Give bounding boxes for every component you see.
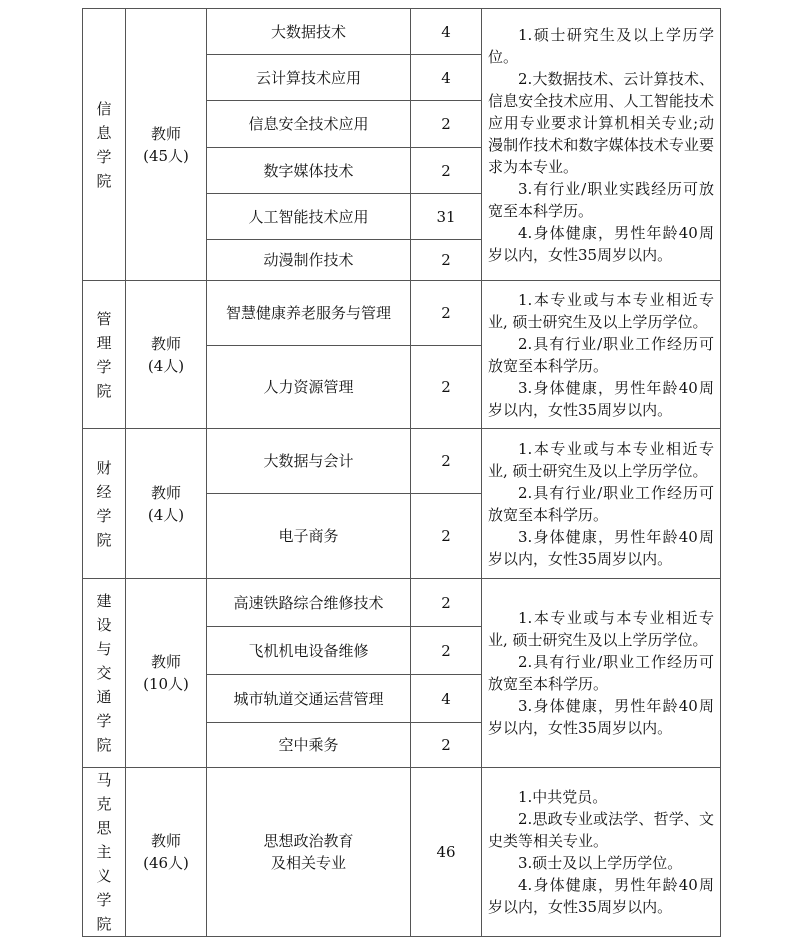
requirement-item: 4.身体健康，男性年龄40周岁以内，女性35周岁以内。 bbox=[488, 223, 714, 264]
position-count: (46人) bbox=[143, 854, 189, 872]
major-cell: 云计算技术应用 bbox=[207, 55, 411, 101]
requirement-item: 2.具有行业/职业工作经历可放宽至本科学历。 bbox=[488, 334, 714, 375]
quota-cell: 2 bbox=[411, 148, 482, 194]
position-count: (45人) bbox=[143, 146, 189, 165]
table-row bbox=[83, 429, 721, 494]
major-cell: 人工智能技术应用 bbox=[207, 194, 411, 240]
major-cell: 大数据技术 bbox=[207, 9, 411, 55]
position-label: 教师 bbox=[150, 483, 181, 502]
quota-cell: 31 bbox=[411, 194, 482, 240]
major-cell: 飞机机电设备维修 bbox=[207, 627, 411, 675]
college-cell bbox=[83, 9, 126, 281]
quota-cell: 2 bbox=[411, 723, 482, 768]
requirement-item: 2.具有行业/职业工作经历可放宽至本科学历。 bbox=[488, 483, 714, 524]
requirement-item: 1.本专业或与本专业相近专业, 硕士研究生及以上学历学位。 bbox=[488, 439, 714, 480]
requirements-cell bbox=[482, 768, 721, 937]
college-name: 信息学院 bbox=[96, 99, 112, 190]
college-cell bbox=[83, 429, 126, 579]
quota-cell: 2 bbox=[411, 627, 482, 675]
table-row bbox=[83, 281, 721, 346]
requirement-item: 3.硕士及以上学历学位。 bbox=[518, 854, 683, 872]
requirement-item: 2.具有行业/职业工作经历可放宽至本科学历。 bbox=[488, 653, 714, 693]
recruitment-table bbox=[82, 8, 721, 937]
major-cell: 人力资源管理 bbox=[207, 346, 411, 429]
requirement-item: 1.硕士研究生及以上学历学位。 bbox=[488, 25, 714, 66]
requirements-cell bbox=[482, 281, 721, 429]
college-cell bbox=[83, 579, 126, 768]
major-cell: 思想政治教育 及相关专业 bbox=[207, 768, 411, 937]
requirements-cell bbox=[482, 429, 721, 579]
requirement-item: 3.身体健康，男性年龄40周岁以内，女性35周岁以内。 bbox=[488, 697, 714, 737]
major-cell: 智慧健康养老服务与管理 bbox=[207, 281, 411, 346]
quota-cell: 2 bbox=[411, 281, 482, 346]
quota-cell: 2 bbox=[411, 494, 482, 579]
position-label: 教师 bbox=[150, 832, 181, 850]
requirement-item: 4.身体健康，男性年龄40周岁以内，女性35周岁以内。 bbox=[488, 876, 714, 916]
quota-cell: 4 bbox=[411, 9, 482, 55]
requirement-item: 3.有行业/职业实践经历可放宽至本科学历。 bbox=[488, 179, 714, 220]
major-cell: 动漫制作技术 bbox=[207, 240, 411, 281]
quota-cell: 2 bbox=[411, 579, 482, 627]
table-row bbox=[83, 9, 721, 55]
requirement-item: 1.本专业或与本专业相近专业, 硕士研究生及以上学历学位。 bbox=[488, 290, 714, 331]
major-cell: 城市轨道交通运营管理 bbox=[207, 675, 411, 723]
quota-cell: 4 bbox=[411, 675, 482, 723]
position-cell bbox=[126, 579, 207, 768]
requirement-item: 3.身体健康，男性年龄40周岁以内，女性35周岁以内。 bbox=[488, 378, 714, 419]
quota-cell: 4 bbox=[411, 55, 482, 101]
quota-cell: 2 bbox=[411, 101, 482, 148]
requirement-item: 2.思政专业或法学、哲学、文史类等相关专业。 bbox=[488, 810, 714, 850]
college-name: 建设与交通学院 bbox=[96, 592, 112, 754]
requirement-item: 3.身体健康，男性年龄40周岁以内，女性35周岁以内。 bbox=[488, 527, 714, 568]
major-cell: 数字媒体技术 bbox=[207, 148, 411, 194]
quota-cell: 2 bbox=[411, 429, 482, 494]
requirement-item: 2.大数据技术、云计算技术、信息安全技术应用、人工智能技术应用专业要求计算机相关专业;动漫制作技术和数字媒体技术专业要求为本专业。 bbox=[488, 69, 714, 176]
quota-cell: 46 bbox=[411, 768, 482, 937]
table-row bbox=[83, 579, 721, 627]
requirement-item: 1.中共党员。 bbox=[518, 788, 608, 806]
requirement-item: 1.本专业或与本专业相近专业, 硕士研究生及以上学历学位。 bbox=[488, 609, 714, 649]
quota-cell: 2 bbox=[411, 346, 482, 429]
requirements-cell bbox=[482, 579, 721, 768]
major-cell: 空中乘务 bbox=[207, 723, 411, 768]
college-name: 管理学院 bbox=[96, 309, 112, 400]
college-name: 财经学院 bbox=[96, 458, 112, 549]
position-count: (10人) bbox=[143, 675, 189, 693]
position-count: (4人) bbox=[147, 505, 185, 524]
position-cell bbox=[126, 768, 207, 937]
college-cell bbox=[83, 281, 126, 429]
table-row bbox=[83, 768, 721, 937]
quota-cell: 2 bbox=[411, 240, 482, 281]
major-cell: 信息安全技术应用 bbox=[207, 101, 411, 148]
major-cell: 高速铁路综合维修技术 bbox=[207, 579, 411, 627]
major-cell: 电子商务 bbox=[207, 494, 411, 579]
college-cell bbox=[83, 768, 126, 937]
position-cell bbox=[126, 281, 207, 429]
requirements-cell bbox=[482, 9, 721, 281]
position-label: 教师 bbox=[150, 334, 181, 353]
position-cell bbox=[126, 9, 207, 281]
position-cell bbox=[126, 429, 207, 579]
position-label: 教师 bbox=[150, 124, 181, 143]
college-name: 马克思主义学院 bbox=[96, 771, 112, 933]
major-cell: 大数据与会计 bbox=[207, 429, 411, 494]
position-label: 教师 bbox=[150, 653, 181, 671]
position-count: (4人) bbox=[147, 356, 185, 375]
